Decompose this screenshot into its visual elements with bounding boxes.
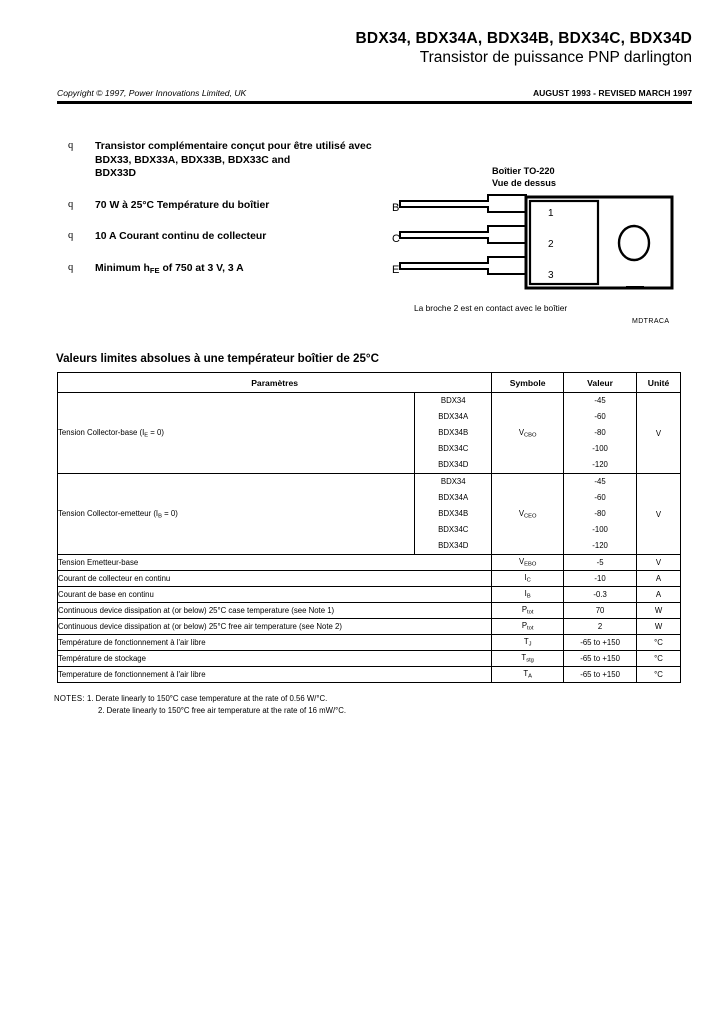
value-text: -120 — [592, 460, 608, 469]
cell-unit: A — [637, 571, 681, 587]
symbol-subscript: J — [528, 641, 532, 648]
cell-unit: V — [637, 393, 681, 474]
variant-name: BDX34B — [438, 428, 469, 437]
cell-symbol — [492, 571, 564, 587]
value-text: -60 — [594, 412, 606, 421]
symbol-subscript: EBO — [524, 561, 537, 568]
package-note: La broche 2 est en contact avec le boîtier — [414, 303, 568, 313]
cell-value: -10 — [564, 571, 637, 587]
symbol-text: V — [518, 508, 525, 518]
cell-unit: °C — [637, 635, 681, 651]
symbol-subscript: tot — [527, 609, 534, 616]
bullet-icon: q — [68, 198, 74, 210]
cell-variants — [415, 393, 492, 474]
variant-name: BDX34C — [438, 525, 469, 534]
table-row — [58, 651, 681, 667]
package-caption-line-1: Boîtier TO-220 — [492, 166, 555, 176]
symbol-text: T — [521, 653, 527, 663]
table-row — [58, 393, 681, 474]
pin-number-3: 3 — [548, 270, 554, 281]
cell-parameter: Continuous device dissipation at (or below) 25°C case temperature (see Note 1) — [58, 603, 492, 619]
page-title: BDX34, BDX34A, BDX34B, BDX34C, BDX34D — [355, 30, 692, 47]
variant-name: BDX34D — [438, 460, 469, 469]
feature-text-subscript: FE — [149, 265, 160, 275]
lead-e-shape — [400, 257, 526, 274]
symbol-subscript: tot — [527, 625, 534, 632]
column-header-symbole: Symbole — [492, 373, 564, 393]
cell-value: 70 — [564, 603, 637, 619]
pin-label-b: B — [392, 202, 400, 214]
cell-unit: V — [637, 555, 681, 571]
feature-line-2: BDX33, BDX33A, BDX33B, BDX33C and — [95, 154, 291, 166]
symbol-text: P — [521, 621, 528, 631]
feature-text — [95, 140, 438, 181]
value-text: -60 — [594, 493, 606, 502]
cell-symbol — [492, 474, 564, 555]
table-row — [58, 571, 681, 587]
lead-b-shape — [400, 195, 526, 212]
parameter-text: Tension Collector-emetteur (I — [58, 508, 159, 518]
value-text: -100 — [592, 444, 608, 453]
cell-values — [564, 393, 637, 474]
feature-line-1: Transistor complémentaire conçut pour être utilisé avec — [95, 141, 372, 152]
feature-text: 70 W à 25°C Température du boîtier — [95, 199, 270, 211]
cell-unit: °C — [637, 651, 681, 667]
cell-parameter: Tension Emetteur-base — [58, 555, 492, 571]
symbol-text: V — [518, 427, 525, 437]
table-row — [58, 635, 681, 651]
cell-symbol — [492, 635, 564, 651]
table-row — [58, 555, 681, 571]
table-header-row — [58, 373, 681, 393]
parameter-subscript: E — [144, 432, 149, 439]
symbol-text: T — [523, 637, 529, 647]
cell-unit: A — [637, 587, 681, 603]
cell-parameter — [58, 393, 415, 474]
note-item: 2. Derate linearly to 150°C free air temperature at the rate of 16 mW/°C. — [98, 705, 347, 715]
feature-text-tail: of 750 at 3 V, 3 A — [159, 262, 244, 274]
value-text: -120 — [592, 541, 608, 550]
symbol-text: V — [518, 557, 525, 567]
cell-symbol — [492, 667, 564, 683]
symbol-subscript: B — [526, 593, 531, 600]
parameter-text: Tension Collector-base (I — [58, 427, 145, 437]
value-text: -80 — [594, 509, 606, 518]
lead-c-shape — [400, 226, 526, 243]
notes-label: NOTES: — [54, 694, 85, 703]
list-item — [68, 199, 438, 213]
variant-name: BDX34A — [438, 493, 469, 502]
symbol-text: I — [524, 589, 527, 599]
symbol-subscript: stg — [526, 657, 534, 664]
variant-name: BDX34 — [440, 396, 466, 405]
symbol-subscript: CBO — [524, 432, 537, 439]
cell-symbol — [492, 555, 564, 571]
feature-text-head: Minimum h — [95, 262, 150, 274]
value-text: -80 — [594, 428, 606, 437]
table-row — [58, 474, 681, 555]
bullet-icon: q — [68, 230, 74, 242]
cell-values — [564, 474, 637, 555]
cell-unit: W — [637, 603, 681, 619]
cell-unit: °C — [637, 667, 681, 683]
feature-text — [95, 262, 438, 278]
package-plastic-body — [530, 201, 598, 284]
symbol-subscript: A — [528, 673, 532, 680]
cell-symbol — [492, 587, 564, 603]
parameter-subscript: B — [158, 513, 162, 520]
variant-name: BDX34C — [438, 444, 469, 453]
notes-block — [54, 693, 346, 716]
parameter-tail: = 0) — [161, 508, 178, 518]
value-text: -100 — [592, 525, 608, 534]
copyright-text: Copyright © 1997, Power Innovations Limited, UK — [57, 88, 247, 98]
bullet-icon: q — [68, 261, 74, 273]
feature-line-3: BDX33D — [95, 168, 136, 180]
pin-number-2: 2 — [548, 239, 554, 250]
table-row — [58, 619, 681, 635]
bullet-icon: q — [68, 140, 74, 151]
variant-name: BDX34B — [438, 509, 469, 518]
cell-parameter: Courant de collecteur en continu — [58, 571, 492, 587]
cell-parameter: Courant de base en continu — [58, 587, 492, 603]
header-divider — [57, 101, 692, 104]
cell-symbol — [492, 393, 564, 474]
cell-unit: V — [637, 474, 681, 555]
symbol-subscript: CEO — [524, 513, 537, 520]
cell-variants — [415, 474, 492, 555]
list-item — [68, 140, 438, 181]
drawing-code: MDTRACA — [632, 318, 670, 325]
cell-parameter: Temperature de fonctionnement à l'air libre — [58, 667, 492, 683]
value-text: -45 — [594, 396, 606, 405]
cell-symbol — [492, 651, 564, 667]
page-subtitle: Transistor de puissance PNP darlington — [419, 49, 692, 66]
variant-name: BDX34D — [438, 541, 469, 550]
section-title: Valeurs limites absolues à une températeur boîtier de 25°C — [56, 352, 379, 365]
symbol-text: T — [523, 669, 529, 679]
column-header-parametres: Paramètres — [58, 373, 492, 393]
table-row — [58, 603, 681, 619]
mounting-hole — [619, 226, 649, 260]
cell-value: -65 to +150 — [564, 635, 637, 651]
to220-package-diagram — [388, 190, 688, 300]
cell-symbol — [492, 619, 564, 635]
cell-unit: W — [637, 619, 681, 635]
variant-name: BDX34 — [440, 477, 466, 486]
pin-label-e: E — [392, 264, 400, 276]
pin-number-1: 1 — [548, 208, 554, 219]
list-item — [68, 230, 438, 244]
value-text: -45 — [594, 477, 606, 486]
table-row — [58, 587, 681, 603]
absolute-maximum-ratings-table — [57, 372, 681, 683]
cell-value: -0.3 — [564, 587, 637, 603]
note-item: 1. Derate linearly to 150°C case temperature at the rate of 0.56 W/°C. — [87, 694, 328, 703]
revision-date: AUGUST 1993 - REVISED MARCH 1997 — [532, 88, 692, 98]
table-row — [58, 667, 681, 683]
symbol-text: I — [524, 573, 527, 583]
notes-line-1 — [54, 693, 346, 705]
pin-label-c: C — [392, 233, 400, 245]
symbol-text: P — [521, 605, 528, 615]
package-caption — [492, 165, 556, 189]
variant-name: BDX34A — [438, 412, 469, 421]
package-caption-line-2: Vue de dessus — [492, 178, 556, 188]
parameter-tail: = 0) — [148, 427, 164, 437]
list-item — [68, 262, 438, 278]
cell-parameter: Température de fonctionnement à l'air libre — [58, 635, 492, 651]
cell-symbol — [492, 603, 564, 619]
notes-line-2 — [54, 705, 346, 717]
cell-parameter: Continuous device dissipation at (or below) 25°C free air temperature (see Note 2) — [58, 619, 492, 635]
cell-value: -65 to +150 — [564, 667, 637, 683]
cell-value: -65 to +150 — [564, 651, 637, 667]
cell-value: 2 — [564, 619, 637, 635]
cell-parameter — [58, 474, 415, 555]
column-header-valeur: Valeur — [564, 373, 637, 393]
feature-text: 10 A Courant continu de collecteur — [95, 231, 267, 243]
features-list — [68, 140, 438, 291]
cell-value: -5 — [564, 555, 637, 571]
package-tab-notch — [626, 286, 644, 289]
cell-parameter: Température de stockage — [58, 651, 492, 667]
symbol-subscript: C — [526, 577, 531, 584]
column-header-unite: Unité — [637, 373, 681, 393]
